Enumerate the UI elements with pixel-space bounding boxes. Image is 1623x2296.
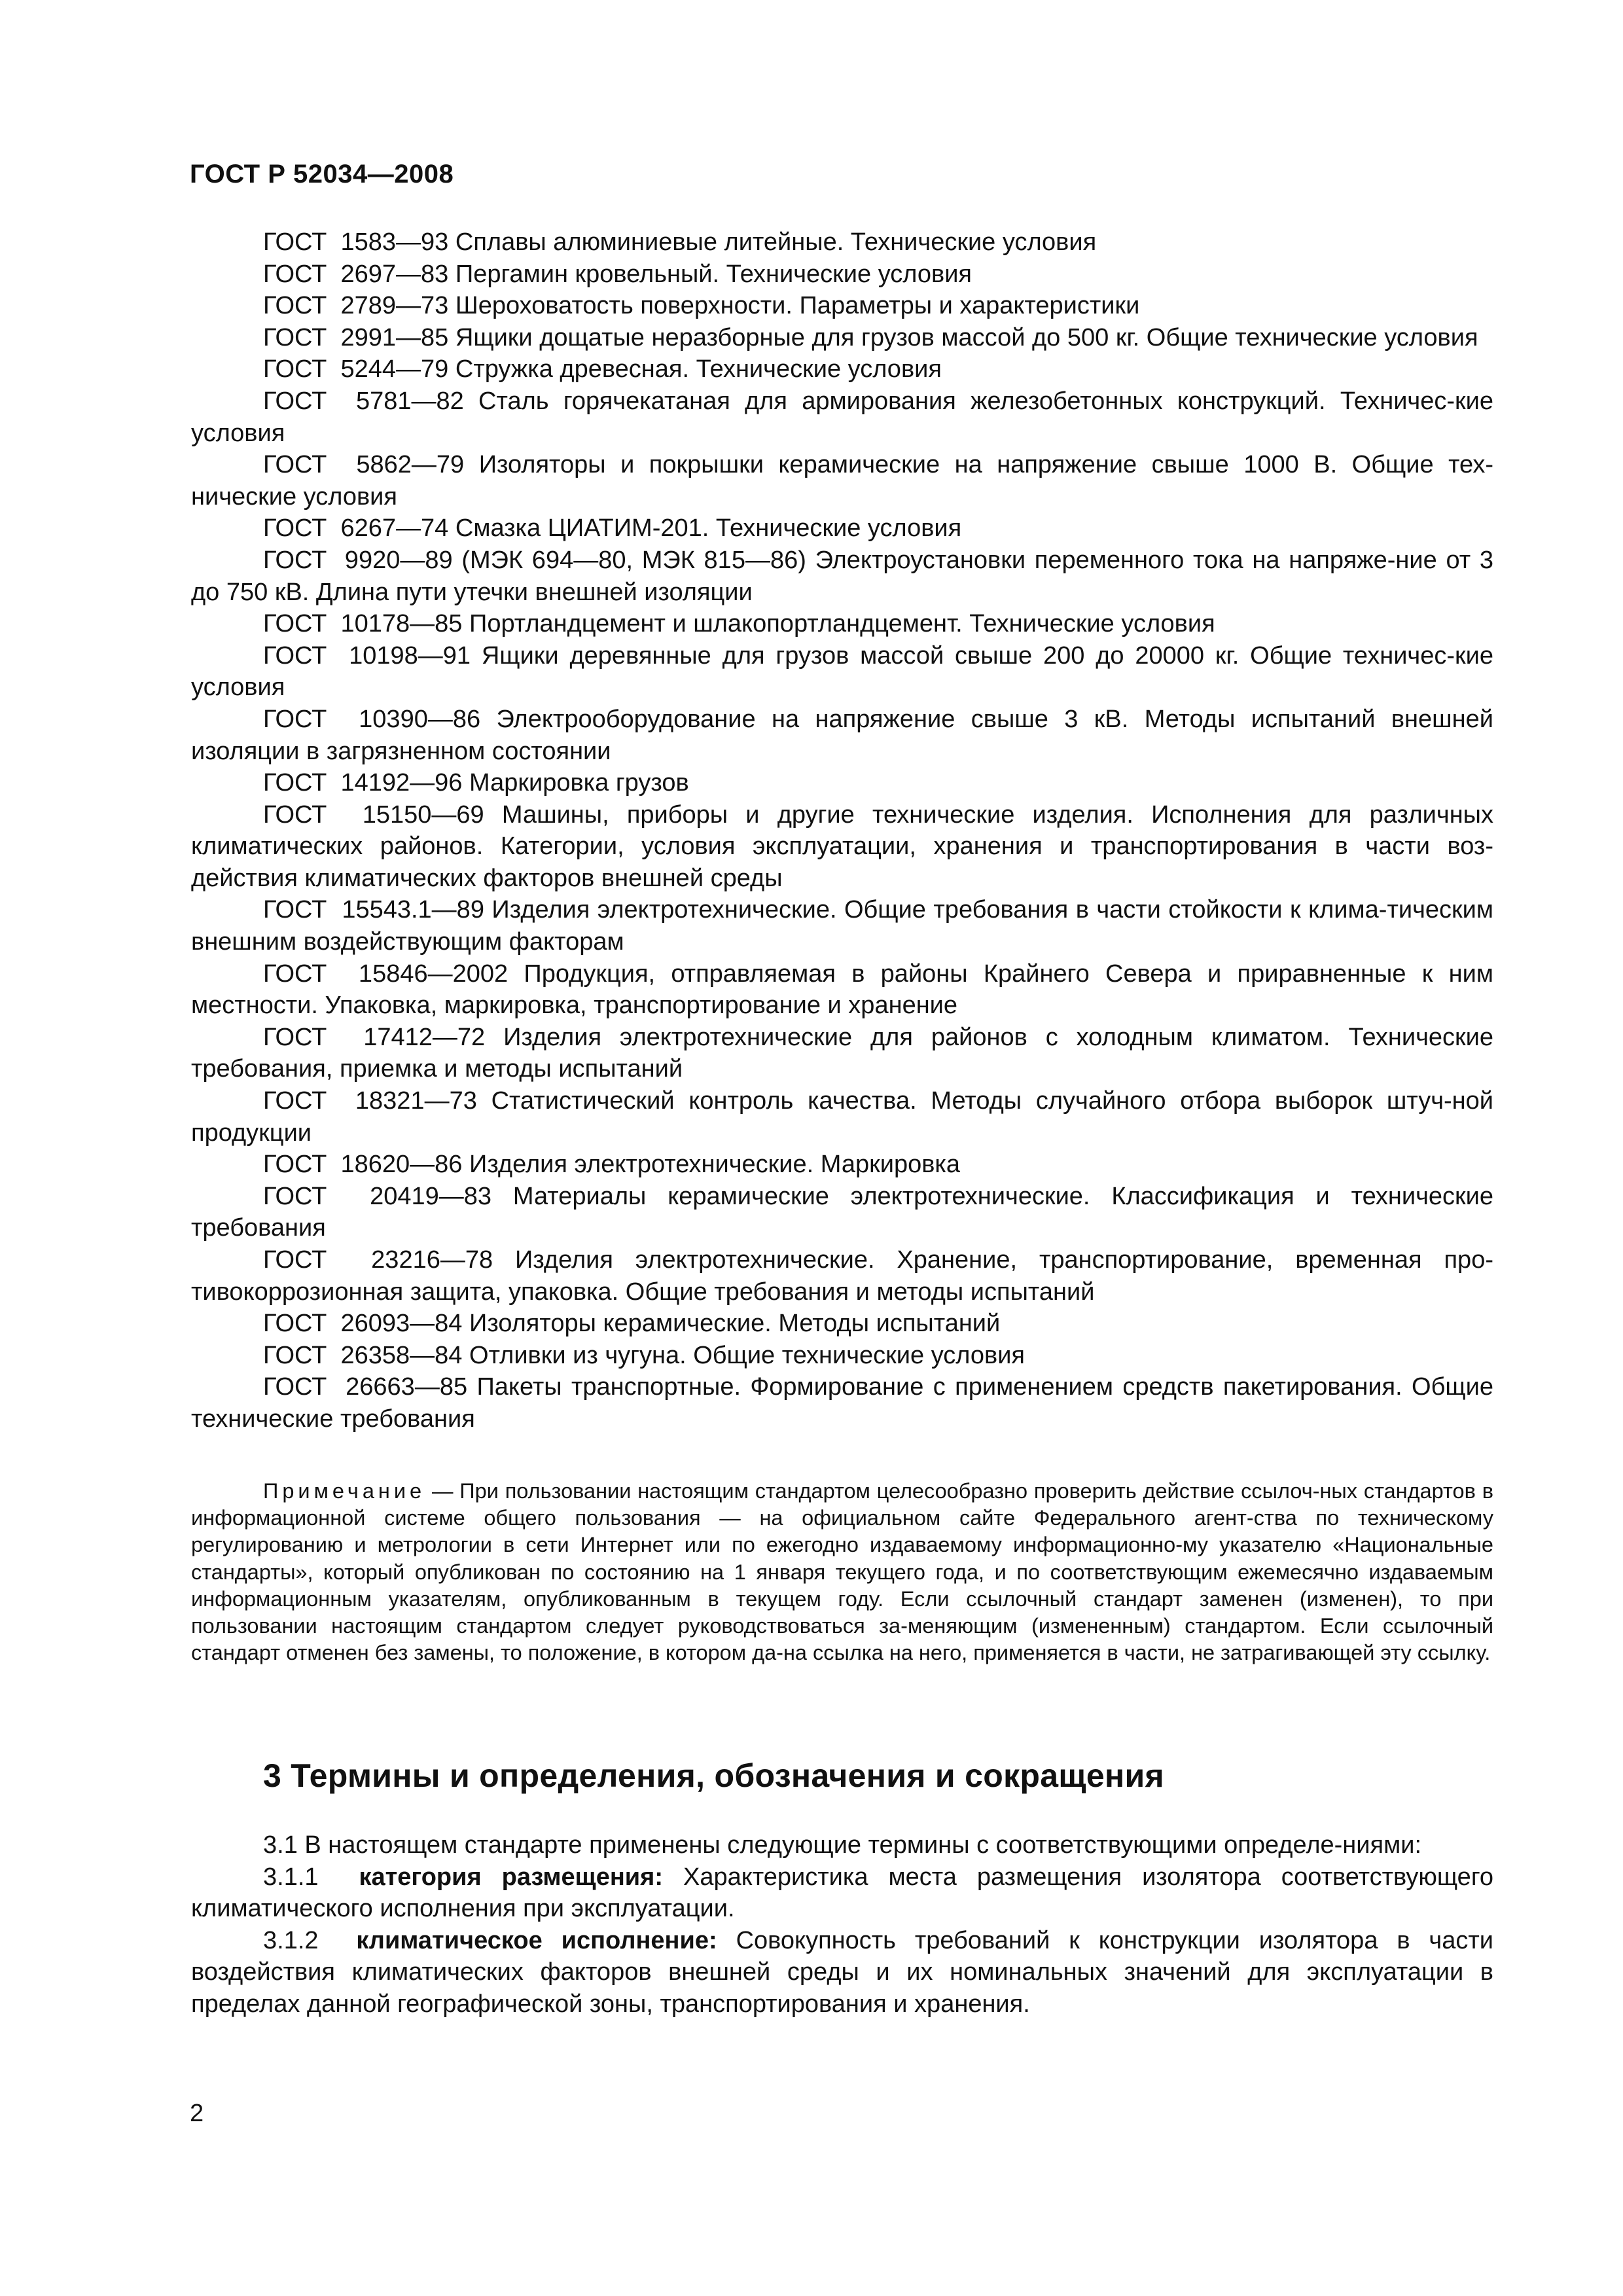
- reference-title: Изделия электротехнические. Общие требования в части стойкости к клима-тическим внешним воздействующим факторам: [191, 896, 1493, 956]
- reference-code: ГОСТ 26093—84: [263, 1310, 463, 1338]
- reference-item: [191, 1244, 1493, 1308]
- reference-item: [191, 1371, 1493, 1435]
- reference-item: [191, 1181, 1493, 1244]
- reference-code: ГОСТ 26663—85: [263, 1373, 468, 1401]
- reference-code: ГОСТ 10390—86: [263, 705, 481, 733]
- term-number: 3.1.1: [263, 1863, 319, 1891]
- reference-code: ГОСТ 15150—69: [263, 800, 484, 829]
- reference-code: ГОСТ 10178—85: [263, 610, 463, 638]
- reference-title: Шероховатость поверхности. Параметры и характеристики: [455, 292, 1140, 320]
- reference-title: Пергамин кровельный. Технические условия: [455, 260, 972, 288]
- term-item: [191, 1861, 1493, 1925]
- reference-code: ГОСТ 17412—72: [263, 1023, 486, 1051]
- reference-title: Материалы керамические электротехнические. Классификация и технические требования: [191, 1182, 1493, 1242]
- reference-item: [191, 958, 1493, 1022]
- reference-item: [191, 512, 1493, 545]
- reference-title: Электрооборудование на напряжение свыше 3 кВ. Методы испытаний внешней изоляции в загрязненном состоянии: [191, 705, 1493, 765]
- reference-title: Маркировка грузов: [469, 769, 689, 797]
- reference-item: [191, 894, 1493, 958]
- section-intro: 3.1 В настоящем стандарте применены следующие термины с соответствующими определе-ниями:: [263, 1831, 1422, 1859]
- term-definition: Совокупность требований к конструкции изолятора в части воздействия климатических факторов внешней среды и их номинальных значений для эксплуатации в пределах данной географической зоны, транспортирования и хранения.: [191, 1926, 1493, 2018]
- note-paragraph: [191, 1478, 1493, 1666]
- reference-code: ГОСТ 5244—79: [263, 355, 449, 384]
- reference-code: ГОСТ 2697—83: [263, 260, 449, 288]
- reference-code: ГОСТ 18321—73: [263, 1087, 477, 1115]
- term-definition: Характеристика места размещения изолятора соответствующего климатического исполнения при эксплуатации.: [191, 1863, 1493, 1923]
- normative-references-list: [191, 226, 1493, 1435]
- reference-title: Продукция, отправляемая в районы Крайнего Севера и приравненные к ним местности. Упаковка, маркировка, транспортирование и хранение: [191, 960, 1493, 1020]
- reference-title: (МЭК 694—80, МЭК 815—86) Электроустановки переменного тока на напряже-ние от 3 до 750 кВ. Длина пути утечки внешней изоляции: [191, 546, 1494, 606]
- reference-item: [191, 1308, 1493, 1340]
- reference-item: [191, 353, 1493, 386]
- reference-item: [191, 704, 1493, 767]
- section-title: 3 Термины и определения, обозначения и сокращения: [263, 1757, 1164, 1794]
- reference-title: Портландцемент и шлакопортландцемент. Технические условия: [469, 610, 1215, 638]
- reference-code: ГОСТ 2991—85: [263, 323, 449, 351]
- reference-title: Изоляторы керамические. Методы испытаний: [469, 1310, 1001, 1338]
- term-item: [191, 1925, 1493, 2020]
- reference-title: Отливки из чугуна. Общие технические условия: [469, 1341, 1026, 1369]
- page-number: 2: [190, 2100, 204, 2127]
- reference-title: Ящики деревянные для грузов массой свыше 200 до 20000 кг. Общие техничес-кие условия: [191, 641, 1493, 702]
- note-text: — При пользовании настоящим стандартом целесообразно проверить действие ссылоч-ных стандартов в информационной системе общего пользования — на официальном сайте Федерального агент-ства по техническому регулированию и метрологии в сети Интернет или по ежегодно издаваемому информационно-му указателю «Национальные стандарты», который опубликован по состоянию на 1 января текущего года, и по соответствующим ежемесячно издаваемым информационным указателям, опубликованным в текущем году. Если ссылочный стандарт заменен (изменен), то при пользовании настоящим стандартом следует руководствоваться за-меняющим (измененным) стандартом. Если ссылочный стандарт отменен без замены, то положение, в котором да-на ссылка на него, применяется в части, не затрагивающей эту ссылку.: [191, 1479, 1493, 1665]
- reference-title: Изделия электротехнические для районов с холодным климатом. Технические требования, приемка и методы испытаний: [191, 1023, 1493, 1083]
- term-name: климатическое исполнение:: [356, 1926, 717, 1954]
- reference-title: Сталь горячекатаная для армирования железобетонных конструкций. Техничес-кие условия: [191, 387, 1493, 447]
- reference-item: [191, 259, 1493, 291]
- reference-code: ГОСТ 23216—78: [263, 1246, 493, 1274]
- reference-code: ГОСТ 14192—96: [263, 769, 463, 797]
- reference-item: [191, 1022, 1493, 1085]
- reference-title: Стружка древесная. Технические условия: [455, 355, 942, 384]
- reference-code: ГОСТ 9920—89: [263, 546, 453, 574]
- reference-code: ГОСТ 15846—2002: [263, 960, 508, 988]
- reference-item: [191, 767, 1493, 799]
- term-name: категория размещения:: [359, 1863, 663, 1891]
- reference-item: [191, 1149, 1493, 1181]
- reference-code: ГОСТ 18620—86: [263, 1151, 463, 1179]
- document-header: ГОСТ Р 52034—2008: [190, 160, 454, 188]
- reference-item: [191, 799, 1493, 895]
- reference-code: ГОСТ 10198—91: [263, 641, 471, 670]
- reference-title: Сплавы алюминиевые литейные. Технические условия: [455, 228, 1097, 256]
- reference-item: [191, 640, 1493, 704]
- reference-item: [191, 322, 1493, 354]
- reference-code: ГОСТ 5862—79: [263, 451, 465, 479]
- reference-code: ГОСТ 20419—83: [263, 1182, 492, 1210]
- reference-code: ГОСТ 2789—73: [263, 292, 449, 320]
- reference-title: Ящики дощатые неразборные для грузов массой до 500 кг. Общие технические условия: [455, 323, 1478, 351]
- note-label: Примечание: [263, 1479, 426, 1503]
- reference-code: ГОСТ 15543.1—89: [263, 896, 484, 924]
- reference-code: ГОСТ 6267—74: [263, 514, 449, 543]
- reference-item: [191, 449, 1493, 512]
- terms-section: [191, 1829, 1493, 2020]
- reference-item: [191, 290, 1493, 322]
- reference-code: ГОСТ 1583—93: [263, 228, 449, 256]
- reference-title: Статистический контроль качества. Методы случайного отбора выборок штуч-ной продукции: [191, 1087, 1493, 1147]
- term-number: 3.1.2: [263, 1926, 319, 1954]
- reference-code: ГОСТ 5781—82: [263, 387, 464, 415]
- reference-code: ГОСТ 26358—84: [263, 1341, 463, 1369]
- reference-item: [191, 608, 1493, 640]
- reference-item: [191, 1085, 1493, 1149]
- reference-item: [191, 226, 1493, 259]
- reference-item: [191, 1340, 1493, 1372]
- reference-item: [191, 386, 1493, 449]
- reference-title: Изоляторы и покрышки керамические на напряжение свыше 1000 В. Общие тех-нические условия: [191, 451, 1494, 511]
- reference-title: Изделия электротехнические. Маркировка: [469, 1151, 961, 1179]
- reference-title: Изделия электротехнические. Хранение, транспортирование, временная про-тивокоррозионная защита, упаковка. Общие требования и методы испытаний: [191, 1246, 1493, 1306]
- reference-title: Машины, приборы и другие технические изделия. Исполнения для различных климатических районов. Категории, условия эксплуатации, хранения и транспортирования в части воз-действия климатических факторов внешней среды: [191, 800, 1493, 892]
- reference-item: [191, 545, 1493, 608]
- reference-title: Смазка ЦИАТИМ-201. Технические условия: [455, 514, 962, 543]
- reference-title: Пакеты транспортные. Формирование с применением средств пакетирования. Общие технические требования: [191, 1373, 1493, 1433]
